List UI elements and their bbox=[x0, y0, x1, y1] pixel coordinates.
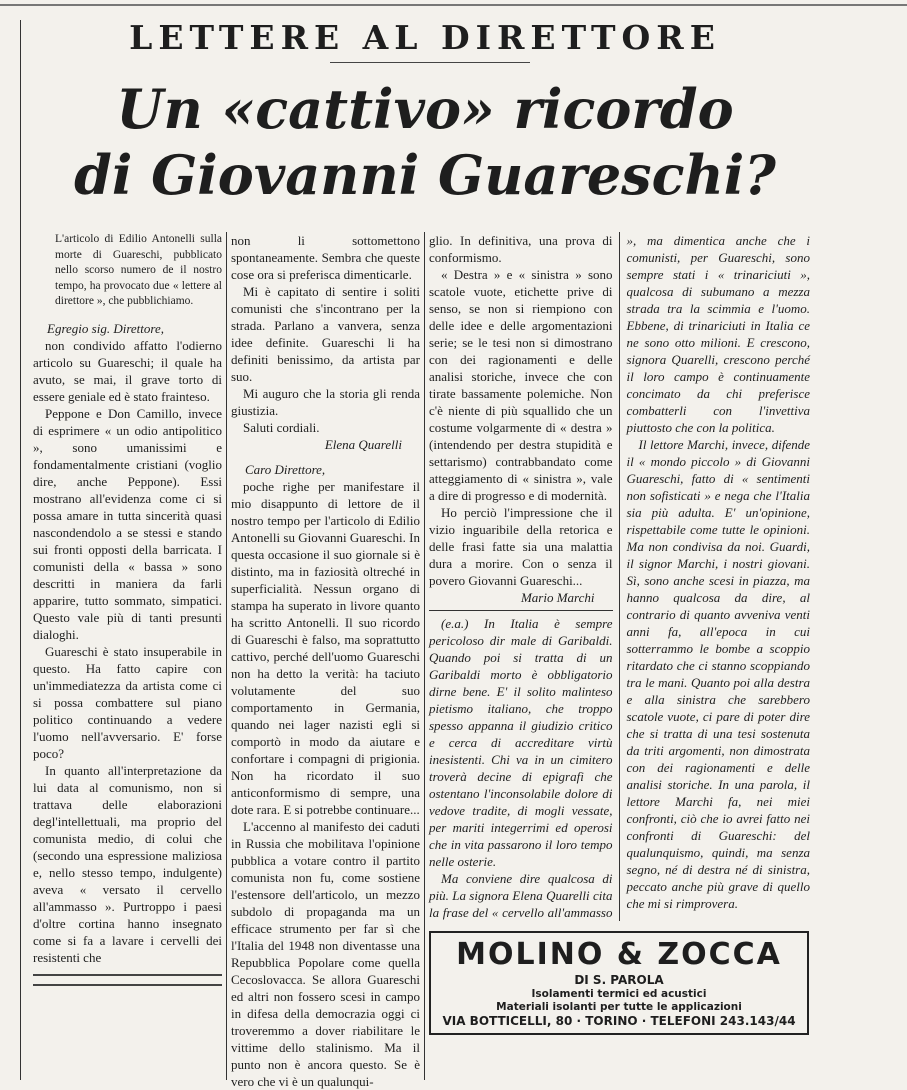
column-rule bbox=[20, 20, 21, 1080]
headline-line-1: Un «cattivo» ricordo bbox=[116, 77, 734, 141]
intro-note: L'articolo di Edilio Antonelli sulla morte di Guareschi, pubblicato nello scorso numero de il nostro tempo, ha provocato due « lettere al direttore », che pubblichiamo. bbox=[55, 233, 222, 307]
headline bbox=[30, 76, 820, 208]
ad-brand: MOLINO & ZOCCA bbox=[456, 937, 782, 972]
top-rule bbox=[0, 4, 907, 6]
headline-line-2: di Giovanni Guareschi? bbox=[74, 143, 776, 207]
ad-address: VIA BOTTICELLI, 80 · TORINO · TELEFONI 243.143/44 bbox=[442, 1014, 796, 1028]
paragraph: glio. In definitiva, una prova di conformismo. bbox=[429, 233, 613, 265]
paragraph: non li sottomettono spontaneamente. Sembra che queste cose ora si preferisca dimenticarle. bbox=[231, 233, 420, 282]
advertisement bbox=[429, 931, 809, 1035]
paragraph: In quanto all'interpretazione da lui data al comunismo, non si trattava delle elaborazioni degl'intellettuali, ma proprio del comunista medio, di colui che (secondo una espressione maliziosa e, nello stesso tempo, indulgente) aveva « versato il cervello all'ammasso ». Purtroppo i paesi d'oltre cortina hanno insegnato come si fa a lavare i cervelli dei resistenti che bbox=[33, 762, 222, 965]
paragraph: Ma conviene dire qualcosa di più. La signora Elena Quarelli cita la frase del « cervello all'ammasso », ma dimentica anche che i comunisti, per Guareschi, sono sempre stati i « trinariciuti », qualcosa di subumano a mezza strada tra la scimmia e l'uomo. Ebbene, di trinariciuti in Italia ce ne sono otto milioni. E crescono, signora Quarelli, crescono perché il loro campo è continuamente concimato da chi preferisce combatterli con l'invettiva piuttosto che con la politica. bbox=[429, 233, 810, 920]
wavy-divider bbox=[33, 974, 222, 986]
paragraph: Mi auguro che la storia gli renda giustizia. bbox=[231, 386, 420, 418]
ad-line-2: Materiali isolanti per tutte le applicazioni bbox=[496, 1001, 742, 1013]
title-rule bbox=[330, 62, 530, 63]
column-divider bbox=[226, 232, 227, 1080]
paragraph: non condivido affatto l'odierno articolo su Guareschi; il quale ha avuto, se mai, il grave torto di essere geniale ed è stato frainteso. bbox=[33, 337, 222, 404]
letter1-signature: Elena Quarelli bbox=[324, 437, 402, 452]
column-divider bbox=[424, 232, 425, 1080]
paragraph: Saluti cordiali. bbox=[243, 420, 320, 435]
paragraph: poche righe per manifestare il mio disappunto di lettore de il nostro tempo per l'articolo di Edilio Antonelli su Giovanni Guareschi. In questa occasione il suo giornale si è distinto, ma in faziosità oltreché in superficialità. Nessun organo di stampa ha superato in livore quanto ha scritto Antonelli. Il suo ricordo di Guareschi è falso, ma soprattutto cattivo, perché dell'uomo Guareschi non ha detto la verità: ha taciuto volutamente del suo comportamento in Germania, quando nei lager nazisti egli si comportò in modo da aiutare e confortare i compagni di prigionia. Non ha ricordato il suo anticonformismo di sempre, una dote rara. E si potrebbe continuare... bbox=[231, 479, 420, 817]
columns-3-4 bbox=[429, 232, 810, 921]
paragraph: « Destra » e « sinistra » sono scatole vuote, etichette prive di senso, se non si riempiono con delle idee e delle argomentazioni serie; se le tesi non si dimostrano con dei ragionamenti e delle analisi storiche, invece che con tirate bassamente polemiche. Non c'è niente di più squallido che un costume volgarmente di « destra » (intendendo per destra stupidità e settarismo) contrabbandato come atteggiamento di « sinistra », vale a dire di progresso e di modernità. bbox=[429, 267, 613, 503]
paragraph: Ho perciò l'impressione che il vizio inguaribile della retorica e delle frasi fatte sia una malattia dura a morire. Con o senza il povero Giovanni Guareschi... bbox=[429, 505, 613, 588]
editor-reply: (e.a.) In Italia è sempre pericoloso dir male di Garibaldi. Quando poi si tratta di un Garibaldi morto è obbligatorio dirne bene. E' il solito malinteso pietismo italiano, che troppo spesso appanna il giudizio critico e cerca di accreditare virtù inesistenti. Chi va in un cimitero troverà decine di epigrafi che ostentano l'inconsolabile dolore di vedove tradite, di mogli vessate, per mariti integerrimi ed operosi che in vita passarono il loro tempo nelle osterie. bbox=[429, 610, 613, 870]
letter2-signature: Mario Marchi bbox=[520, 590, 595, 605]
ad-owner: DI S. PAROLA bbox=[574, 973, 664, 987]
ad-line-1: Isolamenti termici ed acustici bbox=[531, 988, 707, 1000]
letter2-salutation: Caro Direttore, bbox=[245, 462, 326, 477]
paragraph: Peppone e Don Camillo, invece di esprimere « un odio antipolitico », sono umanissimi e fondamentalmente cristiani (voglio dire, anche Peppone). Essi mostrano all'evidenza come ci si possa amare in tutta sincerità quasi nascondendolo a se stessi e stando sui fronti opposti della barricata. I comunisti della « bassa » sono descritti in maniera da farli apparire, tutto sommato, simpatici. Questo vale più di tanti presunti dialoghi. bbox=[33, 405, 222, 642]
letter1-salutation: Egregio sig. Direttore, bbox=[47, 320, 164, 336]
paragraph: Mi è capitato di sentire i soliti comunisti che s'incontrano per la strada. Parlano a vanvera, senza idee definite. Guareschi li ha definiti benissimo, da artista par suo. bbox=[231, 284, 420, 384]
right-block bbox=[429, 232, 810, 1035]
column-2 bbox=[231, 232, 420, 1090]
section-title: LETTERE AL DIRETTORE bbox=[129, 18, 721, 57]
paragraph: Guareschi è stato insuperabile in questo. Ha fatto capire con un'immediatezza da artista come ci si possa combattere sul piano politico continuando a vedere l'uomo nell'avversario. E' forse poco? bbox=[33, 643, 222, 761]
paragraph: L'accenno al manifesto dei caduti in Russia che mobilitava l'opinione pubblica a votare contro il partito comunista non fu, come sostiene l'estensore dell'articolo, un mezzo subdolo di propaganda ma un efficace strumento per far sì che l'Italia del 1948 non diventasse una Repubblica Popolare come quella Cecoslovacca. Se allora Guareschi ed altri non fossero scesi in campo in difesa della democrazia oggi ci troveremmo a dover riabilitare le vittime dello stalinismo. Ma il punto non è ancora questo. Se è vero che vi è un qualunqui- bbox=[231, 819, 420, 1089]
paragraph: Il lettore Marchi, invece, difende il « mondo piccolo » di Giovanni Guareschi, fatto di « sentimenti non sofisticati » e nega che l'Italia sia più adulta. E' un'opinione, rispettabile come tutte le opinioni. Ma non condivisa da noi. Guardi, il signor Marchi, i nostri giovani. Sì, sono anche scesi in piazza, ma hanno qualcosa da dire, al contrario di quanto avveniva venti anni fa, all'epoca in cui sotterrammo le bombe a scoppio ritardato che ci stanno scoppiando tra le mani. Quanto poi alla destra e alla sinistra che sarebbero scatole vuote, ci pare di poter dire che si tratta di una tesi sostenuta da triti argomenti, non dimostrata con dei ragionamenti e delle analisi storiche. In una parola, il lettore Marchi fa, nei miei confronti, ciò che io avrei fatto nei confronti di Guareschi: del qualunquismo, quindi, ma senza segno, né di destra né di sinistra, peccato anche più grave di quello che mi si rimprovera. bbox=[626, 437, 810, 911]
column-1 bbox=[33, 232, 222, 986]
